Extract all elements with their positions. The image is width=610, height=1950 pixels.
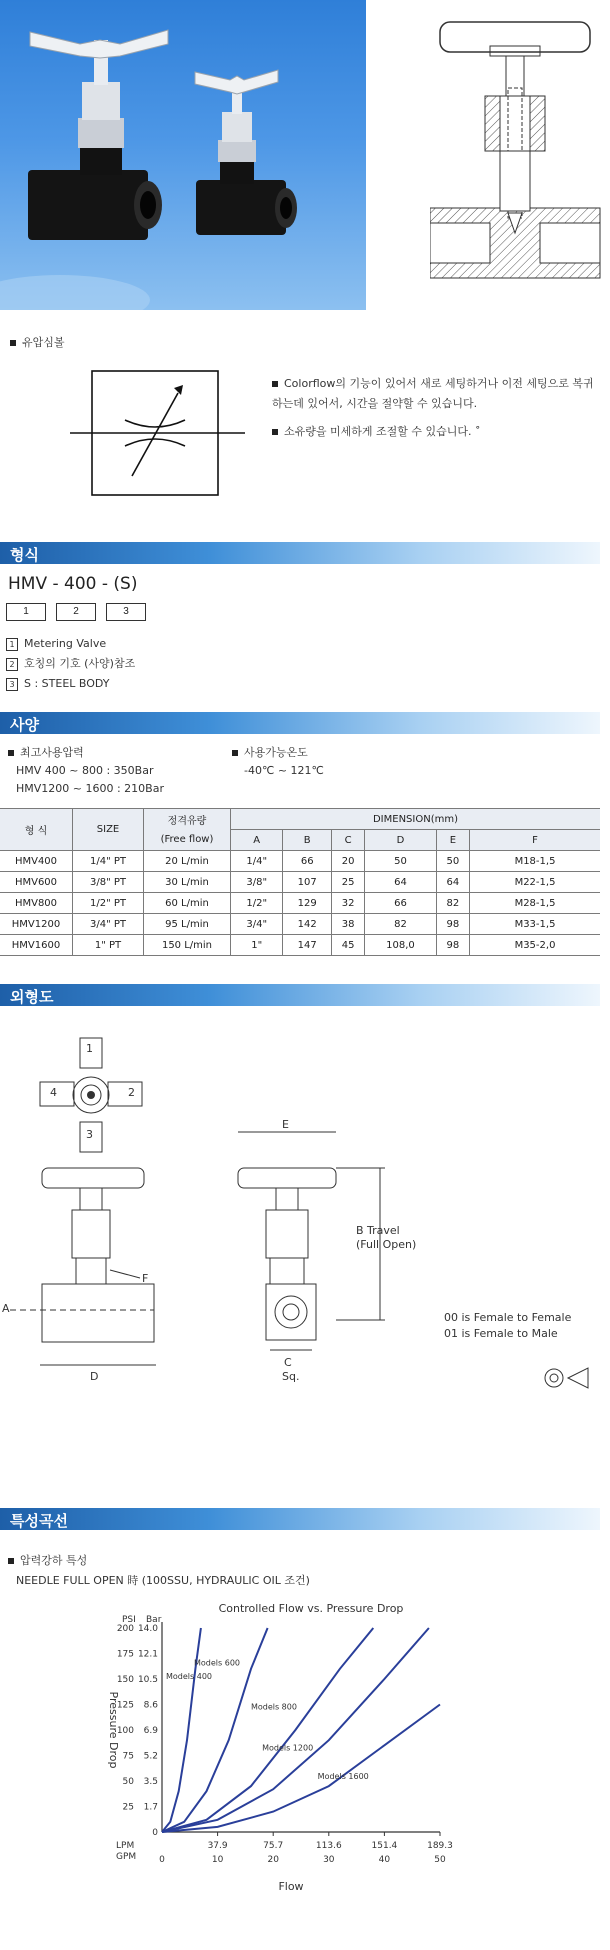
series-label: Models 1200 [262, 1743, 314, 1753]
y-tick-psi: 50 [122, 1777, 134, 1787]
table-cell: HMV1200 [0, 914, 73, 935]
label-d: D [90, 1370, 99, 1383]
chart-title: Controlled Flow vs. Pressure Drop [218, 1602, 404, 1615]
header-free-flow: (Free flow) [144, 830, 231, 851]
flow-pressure-chart [100, 1600, 480, 1900]
table-cell: 50 [365, 851, 437, 872]
table-cell: 1/4" PT [73, 851, 144, 872]
valve-photo-illustration [0, 0, 366, 310]
table-cell: 98 [436, 935, 469, 956]
drawing-section-bar [0, 984, 600, 1006]
table-cell: 3/8" [231, 872, 283, 893]
x-tick-gpm: 20 [267, 1855, 279, 1865]
y-tick-bar: 10.5 [137, 1675, 158, 1685]
table-cell: 32 [331, 893, 364, 914]
bullet-icon [8, 750, 14, 756]
legend-item: 1 Metering Valve [6, 634, 135, 654]
x-tick-lpm: 113.6 [315, 1841, 342, 1851]
y-unit-bar: Bar [146, 1615, 162, 1625]
hydraulic-symbol [70, 368, 250, 498]
spec-section-title: 사양 [10, 716, 39, 734]
label-c: C [284, 1356, 292, 1369]
x-tick-lpm: 151.4 [371, 1841, 398, 1851]
table-cell: M33-1,5 [470, 914, 601, 935]
table-cell: 108,0 [365, 935, 437, 956]
header-flow: 정격유량 [144, 809, 231, 830]
spec-table [0, 808, 600, 956]
spec-section-bar [0, 712, 600, 734]
bullet-icon [272, 381, 278, 387]
curve-subtitle: 압력강하 특성 [8, 1552, 87, 1568]
x-tick-lpm: 189.3 [427, 1841, 453, 1851]
table-cell: 50 [436, 851, 469, 872]
model-legend [6, 634, 135, 694]
header-size: SIZE [73, 809, 144, 851]
model-box-3: 3 [106, 603, 146, 621]
series-label: Models 400 [166, 1672, 212, 1681]
table-cell: 60 L/min [144, 893, 231, 914]
table-cell: 98 [436, 914, 469, 935]
table-cell: 3/8" PT [73, 872, 144, 893]
table-cell: 1" PT [73, 935, 144, 956]
table-cell: HMV600 [0, 872, 73, 893]
header-dim-e: E [436, 830, 469, 851]
table-cell: 150 L/min [144, 935, 231, 956]
table-cell: 20 [331, 851, 364, 872]
product-photo [0, 0, 366, 310]
x-tick-lpm: 37.9 [207, 1841, 228, 1851]
y-tick-psi: 25 [122, 1802, 134, 1813]
table-cell: 147 [283, 935, 332, 956]
y-tick-bar: 3.5 [143, 1777, 158, 1787]
symbol-section-title: 유압심볼 [22, 336, 65, 349]
table-cell: M18-1,5 [470, 851, 601, 872]
x-tick-lpm: 75.7 [263, 1841, 284, 1851]
legend-item: 2 호칭의 기호 (사양)참조 [6, 654, 135, 674]
y-tick-psi: 175 [116, 1649, 134, 1660]
y-unit-psi: PSI [122, 1615, 136, 1625]
y-tick-psi: 125 [116, 1700, 134, 1711]
legend-item: 3 S : STEEL BODY [6, 674, 135, 694]
label-f: F [142, 1272, 149, 1285]
table-cell: 64 [436, 872, 469, 893]
x-tick-gpm: 50 [434, 1855, 446, 1865]
y-tick-bar: 14.0 [137, 1624, 158, 1634]
y-tick-bar: 1.7 [143, 1802, 158, 1813]
header-dim-d: D [365, 830, 437, 851]
table-cell: M28-1,5 [470, 893, 601, 914]
header-dim-c: C [331, 830, 364, 851]
table-cell: 64 [365, 872, 437, 893]
y-tick-psi: 200 [116, 1624, 134, 1634]
table-cell: M22-1,5 [470, 872, 601, 893]
table-cell: 66 [283, 851, 332, 872]
table-cell: 20 L/min [144, 851, 231, 872]
outline-drawing [0, 1020, 610, 1410]
table-cell: 95 L/min [144, 914, 231, 935]
y-tick-psi: 100 [116, 1726, 134, 1736]
table-cell: 1/2" PT [73, 893, 144, 914]
curve-section-bar [0, 1508, 600, 1530]
header-dimension: DIMENSION(mm) [231, 809, 601, 830]
bullet-icon [8, 1558, 14, 1564]
y-axis-label: Pressure Drop [107, 1691, 120, 1769]
label-b-travel: B Travel [356, 1224, 400, 1237]
y-tick-bar: 12.1 [137, 1649, 158, 1660]
handle-mark-4: 4 [50, 1086, 57, 1099]
table-cell: HMV400 [0, 851, 73, 872]
label-sq: Sq. [282, 1370, 300, 1383]
model-box-2: 2 [56, 603, 96, 621]
curve-condition: NEEDLE FULL OPEN 時 (100SSU, HYDRAULIC OIL 조건) [16, 1574, 310, 1587]
table-cell: 1/4" [231, 851, 283, 872]
bullet-icon [272, 429, 278, 435]
table-cell: 82 [365, 914, 437, 935]
bullet-icon [232, 750, 238, 756]
label-a: A [2, 1302, 10, 1315]
symbol-note-2: 소유량을 미세하게 조절할 수 있습니다. ˚ [272, 422, 602, 442]
table-cell: HMV800 [0, 893, 73, 914]
table-row [0, 935, 600, 956]
table-cell: 66 [365, 893, 437, 914]
table-cell: 107 [283, 872, 332, 893]
handle-mark-3: 3 [86, 1128, 93, 1141]
handle-mark-1: 1 [86, 1042, 93, 1055]
model-box-1: 1 [6, 603, 46, 621]
table-cell: 45 [331, 935, 364, 956]
header-dim-a: A [231, 830, 283, 851]
table-cell: 129 [283, 893, 332, 914]
table-cell: 30 L/min [144, 872, 231, 893]
series-label: Models 1600 [317, 1771, 369, 1781]
table-cell: M35-2,0 [470, 935, 601, 956]
model-code: HMV - 400 - (S) [8, 574, 138, 594]
symbol-section-heading [10, 334, 65, 350]
label-full-open: (Full Open) [356, 1238, 417, 1251]
table-cell: 25 [331, 872, 364, 893]
connection-notes: 00 is Female to Female 01 is Female to Male [444, 1311, 572, 1340]
symbol-note-1: Colorflow의 기능이 있어서 새로 세팅하거나 이전 세팅으로 복귀하는데 있어서, 시간을 절약할 수 있습니다. [272, 377, 594, 410]
handle-mark-2: 2 [128, 1086, 135, 1099]
table-cell: 82 [436, 893, 469, 914]
header-model: 형 식 [0, 809, 73, 851]
x-tick-gpm: 30 [323, 1855, 335, 1865]
pressure-spec: 최고사용압력 HMV 400 ~ 800 : 350Bar HMV1200 ~ 1600 : 210Bar [8, 744, 164, 798]
table-cell: 1/2" [231, 893, 283, 914]
drawing-section-title: 외형도 [10, 988, 54, 1006]
header-dim-f: F [470, 830, 601, 851]
x-axis-label: Flow [278, 1880, 304, 1893]
model-section-title: 형식 [10, 546, 39, 564]
temperature-spec: 사용가능온도 -40℃ ~ 121℃ [232, 744, 324, 780]
curve-section-title: 특성곡선 [10, 1512, 68, 1530]
label-e: E [282, 1118, 289, 1131]
y-tick-bar: 6.9 [143, 1726, 158, 1736]
table-cell: 3/4" PT [73, 914, 144, 935]
table-cell: HMV1600 [0, 935, 73, 956]
y-tick-bar: 8.6 [143, 1700, 158, 1711]
y-tick-bar: 5.2 [143, 1751, 158, 1762]
table-cell: 38 [331, 914, 364, 935]
table-cell: 3/4" [231, 914, 283, 935]
bullet-icon [10, 340, 16, 346]
series-label: Models 600 [194, 1658, 240, 1668]
symbol-notes [272, 374, 602, 442]
x-tick-gpm: 40 [378, 1855, 391, 1865]
y-tick-psi: 75 [122, 1751, 134, 1762]
model-section-bar [0, 542, 600, 564]
series-label: Models 800 [250, 1702, 297, 1712]
y-tick-zero: 0 [152, 1828, 158, 1838]
table-row [0, 893, 600, 914]
valve-cross-section-drawing [430, 18, 610, 288]
table-cell: 1" [231, 935, 283, 956]
x-tick-gpm: 10 [211, 1855, 224, 1865]
y-tick-psi: 150 [116, 1675, 134, 1685]
x-unit-lpm: LPM [116, 1841, 135, 1851]
table-row [0, 851, 600, 872]
x-unit-gpm: GPM [116, 1852, 137, 1862]
table-row [0, 914, 600, 935]
table-cell: 142 [283, 914, 332, 935]
x-tick-gpm: 0 [159, 1855, 165, 1865]
header-dim-b: B [283, 830, 332, 851]
table-row [0, 872, 600, 893]
